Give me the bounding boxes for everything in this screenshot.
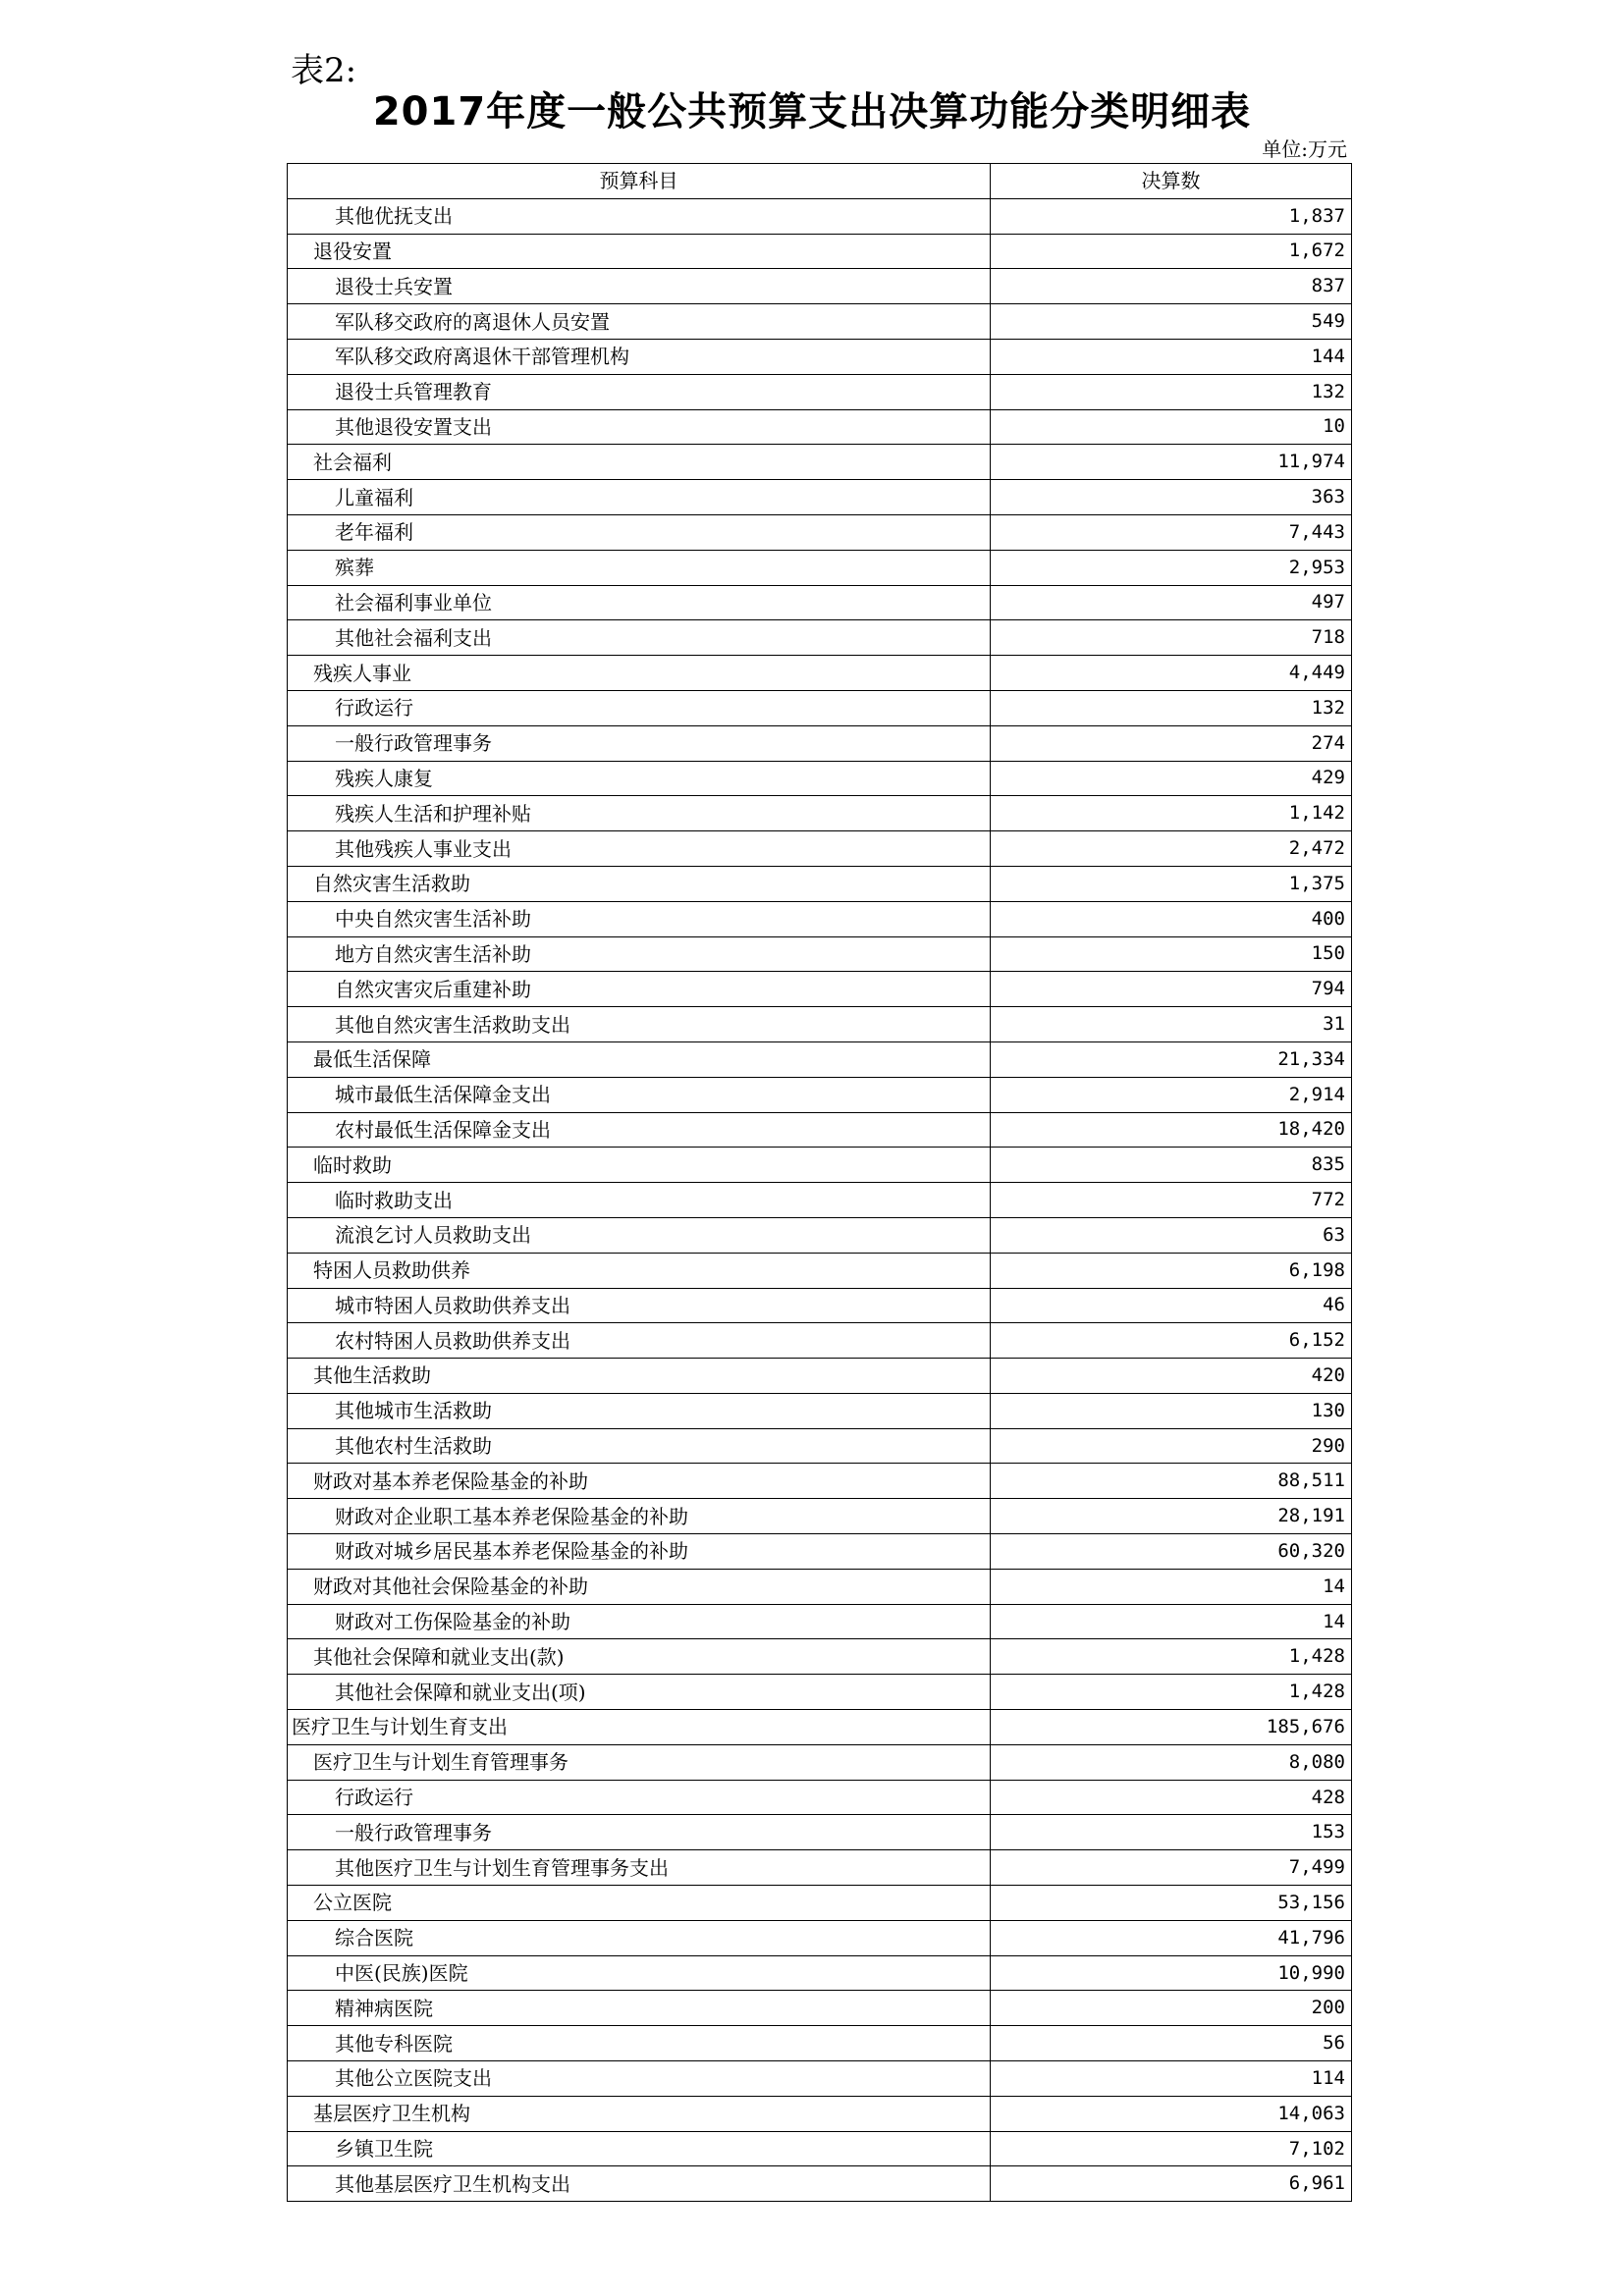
budget-item-amount: 1,672 <box>991 234 1352 269</box>
table-row <box>288 1850 1352 1886</box>
table-row <box>288 1780 1352 1815</box>
budget-item-amount: 718 <box>991 620 1352 656</box>
budget-item-amount: 132 <box>991 374 1352 409</box>
budget-item-amount: 7,102 <box>991 2131 1352 2166</box>
budget-item-name: 儿童福利 <box>288 480 991 515</box>
budget-item-name: 一般行政管理事务 <box>288 725 991 761</box>
budget-item-amount: 6,198 <box>991 1253 1352 1288</box>
budget-item-amount: 53,156 <box>991 1886 1352 1921</box>
budget-item-amount: 31 <box>991 1007 1352 1042</box>
budget-item-amount: 14,063 <box>991 2096 1352 2131</box>
budget-item-name: 医疗卫生与计划生育支出 <box>288 1710 991 1745</box>
budget-item-name: 殡葬 <box>288 550 991 585</box>
budget-item-name: 流浪乞讨人员救助支出 <box>288 1217 991 1253</box>
budget-item-name: 其他退役安置支出 <box>288 409 991 445</box>
table-row <box>288 1920 1352 1955</box>
table-row <box>288 1041 1352 1077</box>
budget-item-amount: 88,511 <box>991 1464 1352 1499</box>
table-row <box>288 1007 1352 1042</box>
budget-item-amount: 8,080 <box>991 1744 1352 1780</box>
budget-item-name: 其他残疾人事业支出 <box>288 831 991 867</box>
budget-item-name: 精神病医院 <box>288 1991 991 2026</box>
budget-item-amount: 2,914 <box>991 1077 1352 1112</box>
budget-item-amount: 14 <box>991 1604 1352 1639</box>
table-row <box>288 234 1352 269</box>
table-row <box>288 1183 1352 1218</box>
table-row <box>288 690 1352 725</box>
budget-item-name: 特困人员救助供养 <box>288 1253 991 1288</box>
budget-item-name: 其他社会保障和就业支出(款) <box>288 1639 991 1675</box>
budget-item-name: 社会福利事业单位 <box>288 585 991 620</box>
table-row <box>288 1991 1352 2026</box>
budget-item-amount: 18,420 <box>991 1112 1352 1148</box>
budget-item-amount: 2,472 <box>991 831 1352 867</box>
table-row <box>288 866 1352 901</box>
budget-item-name: 行政运行 <box>288 1780 991 1815</box>
budget-item-amount: 11,974 <box>991 445 1352 480</box>
table-row <box>288 1077 1352 1112</box>
table-row <box>288 1464 1352 1499</box>
table-label: 表2: <box>291 51 357 90</box>
table-row <box>288 2131 1352 2166</box>
budget-item-name: 其他城市生活救助 <box>288 1393 991 1428</box>
budget-item-amount: 429 <box>991 761 1352 796</box>
budget-item-amount: 1,142 <box>991 796 1352 831</box>
budget-item-amount: 150 <box>991 936 1352 972</box>
budget-item-name: 社会福利 <box>288 445 991 480</box>
budget-item-amount: 794 <box>991 972 1352 1007</box>
table-row <box>288 1744 1352 1780</box>
budget-item-name: 财政对企业职工基本养老保险基金的补助 <box>288 1499 991 1534</box>
budget-item-name: 其他社会保障和就业支出(项) <box>288 1675 991 1710</box>
table-row <box>288 1217 1352 1253</box>
table-row <box>288 1359 1352 1394</box>
budget-item-amount: 132 <box>991 690 1352 725</box>
table-row <box>288 304 1352 340</box>
budget-item-name: 其他医疗卫生与计划生育管理事务支出 <box>288 1850 991 1886</box>
header-budget-item: 预算科目 <box>288 164 991 199</box>
budget-item-amount: 63 <box>991 1217 1352 1253</box>
budget-item-amount: 497 <box>991 585 1352 620</box>
budget-item-amount: 56 <box>991 2026 1352 2061</box>
table-row <box>288 409 1352 445</box>
budget-item-amount: 428 <box>991 1780 1352 1815</box>
budget-item-amount: 400 <box>991 901 1352 936</box>
table-row <box>288 1428 1352 1464</box>
table-row <box>288 1604 1352 1639</box>
budget-item-amount: 28,191 <box>991 1499 1352 1534</box>
budget-item-amount: 2,953 <box>991 550 1352 585</box>
table-row <box>288 198 1352 234</box>
budget-item-name: 中央自然灾害生活补助 <box>288 901 991 936</box>
table-row <box>288 901 1352 936</box>
table-row <box>288 339 1352 374</box>
budget-item-name: 一般行政管理事务 <box>288 1815 991 1850</box>
budget-item-name: 军队移交政府离退休干部管理机构 <box>288 339 991 374</box>
table-row <box>288 1288 1352 1323</box>
budget-item-amount: 1,428 <box>991 1675 1352 1710</box>
budget-item-amount: 4,449 <box>991 656 1352 691</box>
budget-item-name: 退役士兵安置 <box>288 269 991 304</box>
budget-item-name: 军队移交政府的离退休人员安置 <box>288 304 991 340</box>
budget-item-name: 财政对工伤保险基金的补助 <box>288 1604 991 1639</box>
table-row <box>288 374 1352 409</box>
budget-item-name: 其他优抚支出 <box>288 198 991 234</box>
budget-item-name: 老年福利 <box>288 514 991 550</box>
budget-item-amount: 6,961 <box>991 2166 1352 2202</box>
table-row <box>288 1253 1352 1288</box>
table-body <box>288 198 1352 2201</box>
table-row <box>288 1323 1352 1359</box>
budget-item-amount: 60,320 <box>991 1534 1352 1570</box>
budget-item-name: 自然灾害生活救助 <box>288 866 991 901</box>
table-row <box>288 831 1352 867</box>
budget-item-amount: 1,837 <box>991 198 1352 234</box>
table-row <box>288 1675 1352 1710</box>
budget-item-name: 退役安置 <box>288 234 991 269</box>
table-row <box>288 514 1352 550</box>
budget-item-amount: 274 <box>991 725 1352 761</box>
budget-item-amount: 1,375 <box>991 866 1352 901</box>
budget-item-name: 中医(民族)医院 <box>288 1955 991 1991</box>
table-row <box>288 1393 1352 1428</box>
table-row <box>288 585 1352 620</box>
budget-item-name: 临时救助 <box>288 1148 991 1183</box>
budget-item-amount: 420 <box>991 1359 1352 1394</box>
table-row <box>288 656 1352 691</box>
table-row <box>288 761 1352 796</box>
budget-item-amount: 835 <box>991 1148 1352 1183</box>
header-final-amount: 决算数 <box>991 164 1352 199</box>
budget-item-amount: 7,499 <box>991 1850 1352 1886</box>
budget-item-amount: 200 <box>991 1991 1352 2026</box>
budget-item-name: 地方自然灾害生活补助 <box>288 936 991 972</box>
budget-item-amount: 130 <box>991 1393 1352 1428</box>
budget-item-name: 临时救助支出 <box>288 1183 991 1218</box>
table-row <box>288 1639 1352 1675</box>
table-row <box>288 1112 1352 1148</box>
table-row <box>288 1148 1352 1183</box>
budget-item-name: 财政对城乡居民基本养老保险基金的补助 <box>288 1534 991 1570</box>
table-row <box>288 1569 1352 1604</box>
budget-item-name: 其他基层医疗卫生机构支出 <box>288 2166 991 2202</box>
budget-table <box>287 163 1352 2202</box>
budget-item-amount: 7,443 <box>991 514 1352 550</box>
table-row <box>288 2096 1352 2131</box>
budget-item-name: 农村最低生活保障金支出 <box>288 1112 991 1148</box>
table-row <box>288 972 1352 1007</box>
table-row <box>288 1955 1352 1991</box>
budget-item-amount: 10,990 <box>991 1955 1352 1991</box>
table-row <box>288 1499 1352 1534</box>
budget-item-name: 其他社会福利支出 <box>288 620 991 656</box>
budget-item-amount: 21,334 <box>991 1041 1352 1077</box>
budget-item-name: 最低生活保障 <box>288 1041 991 1077</box>
budget-item-name: 自然灾害灾后重建补助 <box>288 972 991 1007</box>
budget-item-name: 公立医院 <box>288 1886 991 1921</box>
table-row <box>288 480 1352 515</box>
budget-item-name: 财政对其他社会保险基金的补助 <box>288 1569 991 1604</box>
budget-item-name: 医疗卫生与计划生育管理事务 <box>288 1744 991 1780</box>
budget-item-amount: 837 <box>991 269 1352 304</box>
table-row <box>288 1710 1352 1745</box>
budget-item-name: 其他生活救助 <box>288 1359 991 1394</box>
budget-item-name: 城市特困人员救助供养支出 <box>288 1288 991 1323</box>
budget-item-name: 财政对基本养老保险基金的补助 <box>288 1464 991 1499</box>
table-header-row <box>288 164 1352 199</box>
table-row <box>288 936 1352 972</box>
table-row <box>288 445 1352 480</box>
table-row <box>288 725 1352 761</box>
budget-item-amount: 114 <box>991 2061 1352 2097</box>
table-row <box>288 620 1352 656</box>
budget-item-amount: 185,676 <box>991 1710 1352 1745</box>
table-row <box>288 1815 1352 1850</box>
budget-item-amount: 46 <box>991 1288 1352 1323</box>
budget-item-amount: 6,152 <box>991 1323 1352 1359</box>
budget-item-amount: 363 <box>991 480 1352 515</box>
unit-label: 单位:万元 <box>1262 137 1347 161</box>
table-row <box>288 1886 1352 1921</box>
budget-item-amount: 153 <box>991 1815 1352 1850</box>
budget-item-name: 残疾人生活和护理补贴 <box>288 796 991 831</box>
budget-item-name: 乡镇卫生院 <box>288 2131 991 2166</box>
budget-item-amount: 290 <box>991 1428 1352 1464</box>
budget-item-name: 其他公立医院支出 <box>288 2061 991 2097</box>
table-row <box>288 550 1352 585</box>
budget-item-amount: 41,796 <box>991 1920 1352 1955</box>
budget-item-amount: 1,428 <box>991 1639 1352 1675</box>
table-row <box>288 2166 1352 2202</box>
budget-item-name: 残疾人事业 <box>288 656 991 691</box>
table-row <box>288 796 1352 831</box>
budget-item-name: 综合医院 <box>288 1920 991 1955</box>
budget-item-amount: 144 <box>991 339 1352 374</box>
budget-item-name: 其他专科医院 <box>288 2026 991 2061</box>
table-row <box>288 2061 1352 2097</box>
budget-item-amount: 772 <box>991 1183 1352 1218</box>
budget-item-name: 基层医疗卫生机构 <box>288 2096 991 2131</box>
budget-item-name: 残疾人康复 <box>288 761 991 796</box>
budget-item-name: 城市最低生活保障金支出 <box>288 1077 991 1112</box>
budget-item-name: 农村特困人员救助供养支出 <box>288 1323 991 1359</box>
table-row <box>288 269 1352 304</box>
budget-item-amount: 14 <box>991 1569 1352 1604</box>
budget-item-amount: 10 <box>991 409 1352 445</box>
budget-item-name: 退役士兵管理教育 <box>288 374 991 409</box>
table-row <box>288 2026 1352 2061</box>
table-row <box>288 1534 1352 1570</box>
page-title: 2017年度一般公共预算支出决算功能分类明细表 <box>372 89 1252 134</box>
budget-item-name: 行政运行 <box>288 690 991 725</box>
budget-item-name: 其他自然灾害生活救助支出 <box>288 1007 991 1042</box>
budget-item-name: 其他农村生活救助 <box>288 1428 991 1464</box>
budget-item-amount: 549 <box>991 304 1352 340</box>
